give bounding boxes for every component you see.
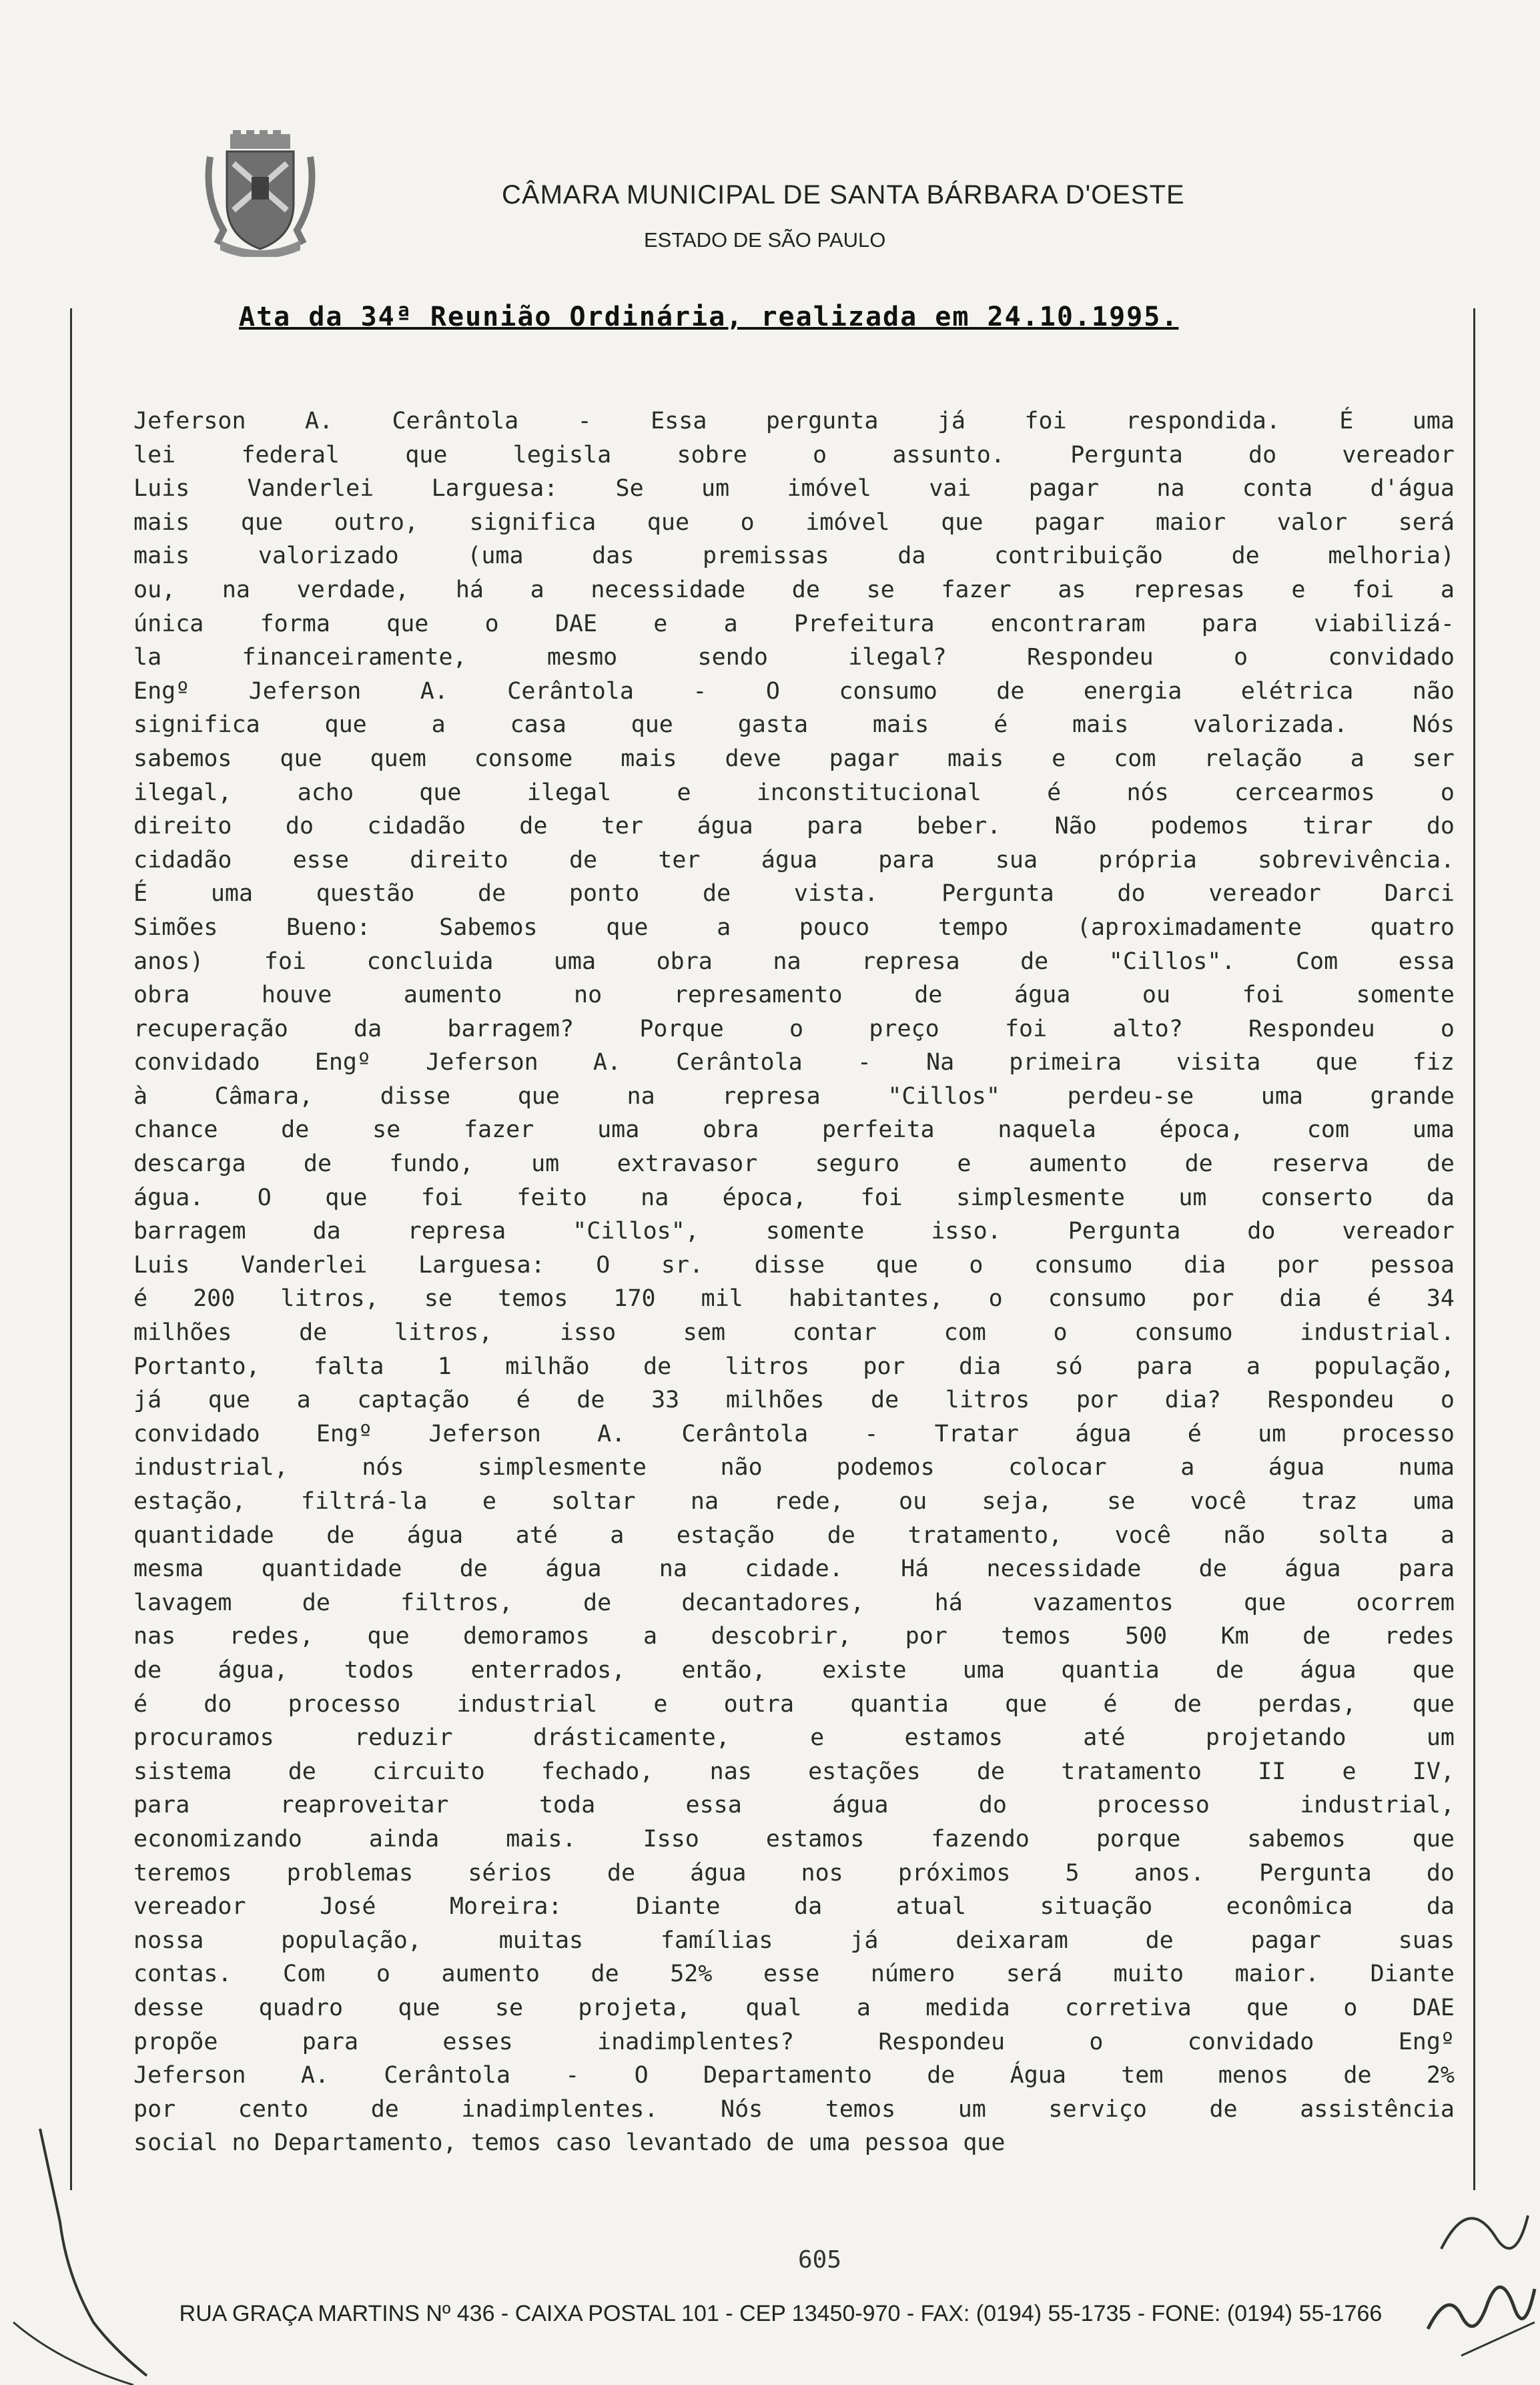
text-line: de água, todos enterrados, então, existe uma quantia de água que [133,1656,1455,1684]
text-line: economizando ainda mais. Isso estamos fazendo porque sabemos que [133,1825,1455,1852]
text-line: nossa população, muitas famílias já deixaram de pagar suas [133,1927,1455,1954]
text-line: Jeferson A. Cerântola - Essa pergunta já foi respondida. É uma [133,408,1455,434]
text-line: chance de se fazer uma obra perfeita naquela época, com uma [133,1116,1455,1144]
text-line: sistema de circuito fechado, nas estações de tratamento II e IV, [133,1758,1455,1785]
text-line: teremos problemas sérios de água nos próximos 5 anos. Pergunta do [133,1859,1455,1887]
text-line: ou, na verdade, há a necessidade de se fazer as represas e foi a [133,576,1455,603]
text-line: propõe para esses inadimplentes? Respondeu o convidado Engº [133,2028,1455,2055]
text-line: já que a captação é de 33 milhões de litros por dia? Respondeu o [133,1387,1455,1414]
institution-name: CÂMARA MUNICIPAL DE SANTA BÁRBARA D'OESTE [502,180,1185,210]
text-line: obra houve aumento no represamento de água ou foi somente [133,982,1455,1009]
municipal-crest-icon [204,130,317,257]
text-line: industrial, nós simplesmente não podemos colocar a água numa [133,1454,1455,1481]
state-name: ESTADO DE SÃO PAULO [644,228,886,252]
handwritten-signature [1421,2155,1540,2369]
text-line: ilegal, acho que ilegal e inconstitucional é nós cercearmos o [133,779,1455,806]
document-title: Ata da 34ª Reunião Ordinária, realizada em 24.10.1995. [239,302,1179,332]
text-line: é do processo industrial e outra quantia que é de perdas, que [133,1690,1455,1718]
text-line: por cento de inadimplentes. Nós temos um serviço de assistência [133,2095,1455,2123]
text-line: mais valorizado (uma das premissas da contribuição de melhoria) [133,543,1455,570]
text-line: água. O que foi feito na época, foi simplesmente um conserto da [133,1184,1455,1211]
text-line: vereador José Moreira: Diante da atual situação econômica da [133,1893,1455,1921]
text-line: mais que outro, significa que o imóvel que pagar maior valor será [133,508,1455,536]
text-line: desse quadro que se projeta, qual a medida corretiva que o DAE [133,1994,1455,2021]
text-line: estação, filtrá-la e soltar na rede, ou seja, se você traz uma [133,1488,1455,1515]
address-footer: RUA GRAÇA MARTINS Nº 436 - CAIXA POSTAL 101 - CEP 13450-970 - FAX: (0194) 55-1735 - FONE: (0194) 55-1766 [179,2301,1383,2326]
text-line: lavagem de filtros, de decantadores, há vazamentos que ocorrem [133,1589,1455,1616]
text-line: Jeferson A. Cerântola - O Departamento de Água tem menos de 2% [133,2062,1455,2089]
text-line: Luis Vanderlei Larguesa: O sr. disse que o consumo dia por pessoa [133,1251,1455,1279]
text-line: sabemos que quem consome mais deve pagar mais e com relação a ser [133,745,1455,772]
minutes-body-text [133,404,1455,2160]
text-line: à Câmara, disse que na represa "Cillos" perdeu-se uma grande [133,1082,1455,1110]
text-line: lei federal que legisla sobre o assunto. Pergunta do vereador [133,441,1455,468]
text-line: Portanto, falta 1 milhão de litros por dia só para a população, [133,1353,1455,1380]
right-margin-rule [1473,308,1475,2190]
text-line: la financeiramente, mesmo sendo ilegal? Respondeu o convidado [133,644,1455,671]
text-line: mesma quantidade de água na cidade. Há necessidade de água para [133,1556,1455,1583]
text-line: é 200 litros, se temos 170 mil habitantes, o consumo por dia é 34 [133,1285,1455,1313]
text-line: Luis Vanderlei Larguesa: Se um imóvel vai pagar na conta d'água [133,475,1455,502]
text-line: É uma questão de ponto de vista. Pergunta do vereador Darci [133,880,1455,908]
text-line: contas. Com o aumento de 52% esse número será muito maior. Diante [133,1961,1455,1988]
text-line: quantidade de água até a estação de tratamento, você não solta a [133,1521,1455,1549]
text-line: descarga de fundo, um extravasor seguro e aumento de reserva de [133,1150,1455,1178]
text-line: Simões Bueno: Sabemos que a pouco tempo (aproximadamente quatro [133,914,1455,941]
text-line: única forma que o DAE e a Prefeitura encontraram para viabilizá- [133,610,1455,637]
left-margin-rule [70,308,72,2190]
margin-scribble [0,2122,153,2385]
text-line: convidado Engº Jeferson A. Cerântola - Tratar água é um processo [133,1420,1455,1447]
text-line: direito do cidadão de ter água para beber. Não podemos tirar do [133,813,1455,840]
text-line: nas redes, que demoramos a descobrir, por temos 500 Km de redes [133,1623,1455,1650]
text-line: convidado Engº Jeferson A. Cerântola - Na primeira visita que fiz [133,1049,1455,1076]
text-line: milhões de litros, isso sem contar com o consumo industrial. [133,1319,1455,1347]
page-number: 605 [798,2246,842,2274]
text-line: barragem da represa "Cillos", somente isso. Pergunta do vereador [133,1218,1455,1245]
text-line: social no Departamento, temos caso levantado de uma pessoa que [133,2129,1006,2157]
text-line: cidadão esse direito de ter água para sua própria sobrevivência. [133,846,1455,874]
text-line: recuperação da barragem? Porque o preço foi alto? Respondeu o [133,1015,1455,1042]
text-line: procuramos reduzir drásticamente, e estamos até projetando um [133,1724,1455,1752]
text-line: para reaproveitar toda essa água do processo industrial, [133,1792,1455,1819]
text-line: anos) foi concluida uma obra na represa de "Cillos". Com essa [133,948,1455,975]
text-line: significa que a casa que gasta mais é mais valorizada. Nós [133,711,1455,739]
text-line: Engº Jeferson A. Cerântola - O consumo de energia elétrica não [133,677,1455,705]
